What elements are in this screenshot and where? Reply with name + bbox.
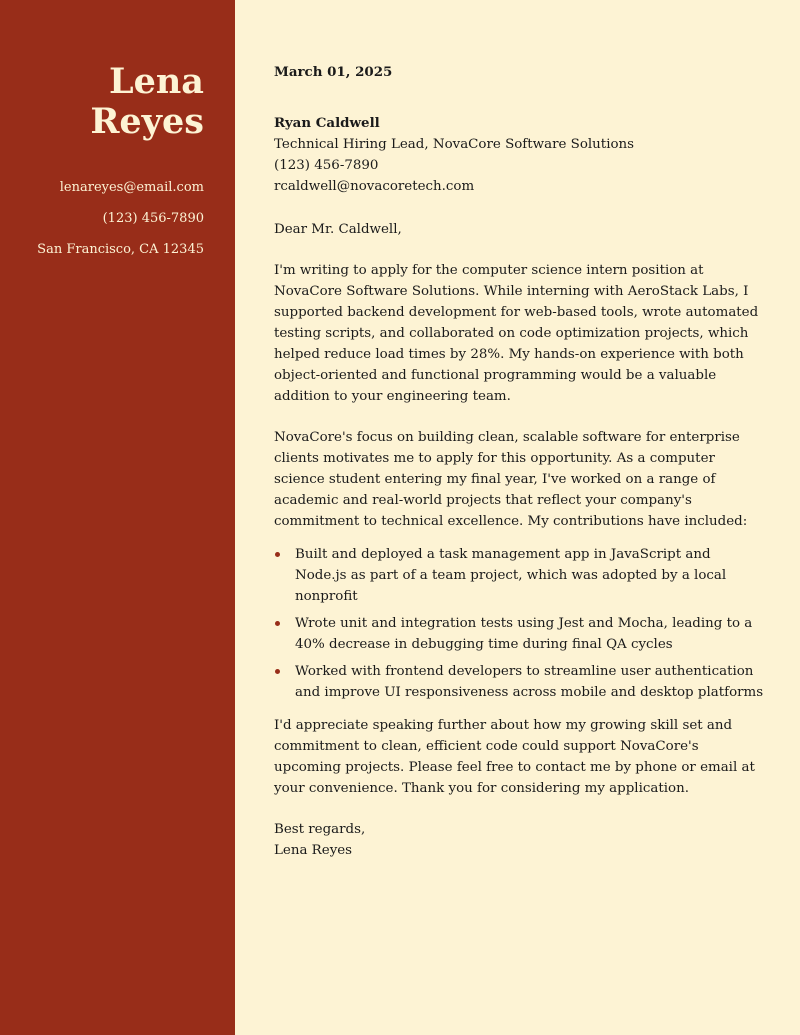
paragraph-1: I'm writing to apply for the computer science intern position at NovaCore Software Solutions. While interning with AeroStack Labs, I supported backend development for web-based tools, wrote automated testing scripts, and collaborated on code optimization projects, which helped reduce load times by 28%. My hands-on experience with both object-oriented and functional programming would be a valuable addition to your engineering team. (274, 263, 759, 404)
signoff (274, 819, 764, 861)
sender-phone[interactable]: (123) 456-7890 (102, 211, 204, 226)
list-item (274, 613, 764, 655)
list-item-text: Wrote unit and integration tests using Jest and Mocha, leading to a 40% decrease in debugging time during final QA cycles (295, 616, 753, 652)
list-item (274, 544, 764, 607)
sender-first-name: Lena (108, 61, 204, 102)
bullet-dot-icon (275, 552, 280, 557)
closing: Best regards, (274, 822, 366, 837)
paragraph-2: NovaCore's focus on building clean, scalable software for enterprise clients motivates me to apply for this opportunity. As a computer science student entering my final year, I've worked on a range of academic and real-world projects that reflect your company's commitment to technical excellence. My contributions have included: (274, 430, 748, 529)
contributions-list (274, 544, 764, 703)
letter-body (274, 62, 764, 861)
sender-name (90, 62, 204, 142)
list-item-text: Worked with frontend developers to streamline user authentication and improve UI responsiveness across mobile and desktop platforms (295, 664, 764, 700)
sender-contact (37, 172, 204, 265)
recipient-name: Ryan Caldwell (274, 115, 380, 131)
recipient-email[interactable]: rcaldwell@novacoretech.com (274, 179, 475, 194)
bullet-dot-icon (275, 621, 280, 626)
recipient-title: Technical Hiring Lead, NovaCore Software Solutions (274, 137, 635, 152)
list-item (274, 661, 764, 703)
list-item-text: Built and deployed a task management app in JavaScript and Node.js as part of a team project, which was adopted by a local nonprofit (295, 547, 727, 604)
letter-date: March 01, 2025 (274, 64, 393, 80)
bullet-dot-icon (275, 669, 280, 674)
salutation: Dear Mr. Caldwell, (274, 222, 402, 237)
sender-last-name: Reyes (90, 101, 204, 142)
recipient-phone[interactable]: (123) 456-7890 (274, 158, 379, 173)
paragraph-3: I'd appreciate speaking further about how my growing skill set and commitment to clean, efficient code could support NovaCore's upcoming projects. Please feel free to contact me by phone or email at your convenience. Thank you for considering my application. (274, 718, 755, 796)
sender-location: San Francisco, CA 12345 (37, 242, 204, 257)
recipient-block (274, 113, 764, 197)
signature: Lena Reyes (274, 843, 353, 858)
sender-email[interactable]: lenareyes@email.com (59, 180, 204, 195)
sidebar (0, 0, 235, 1035)
